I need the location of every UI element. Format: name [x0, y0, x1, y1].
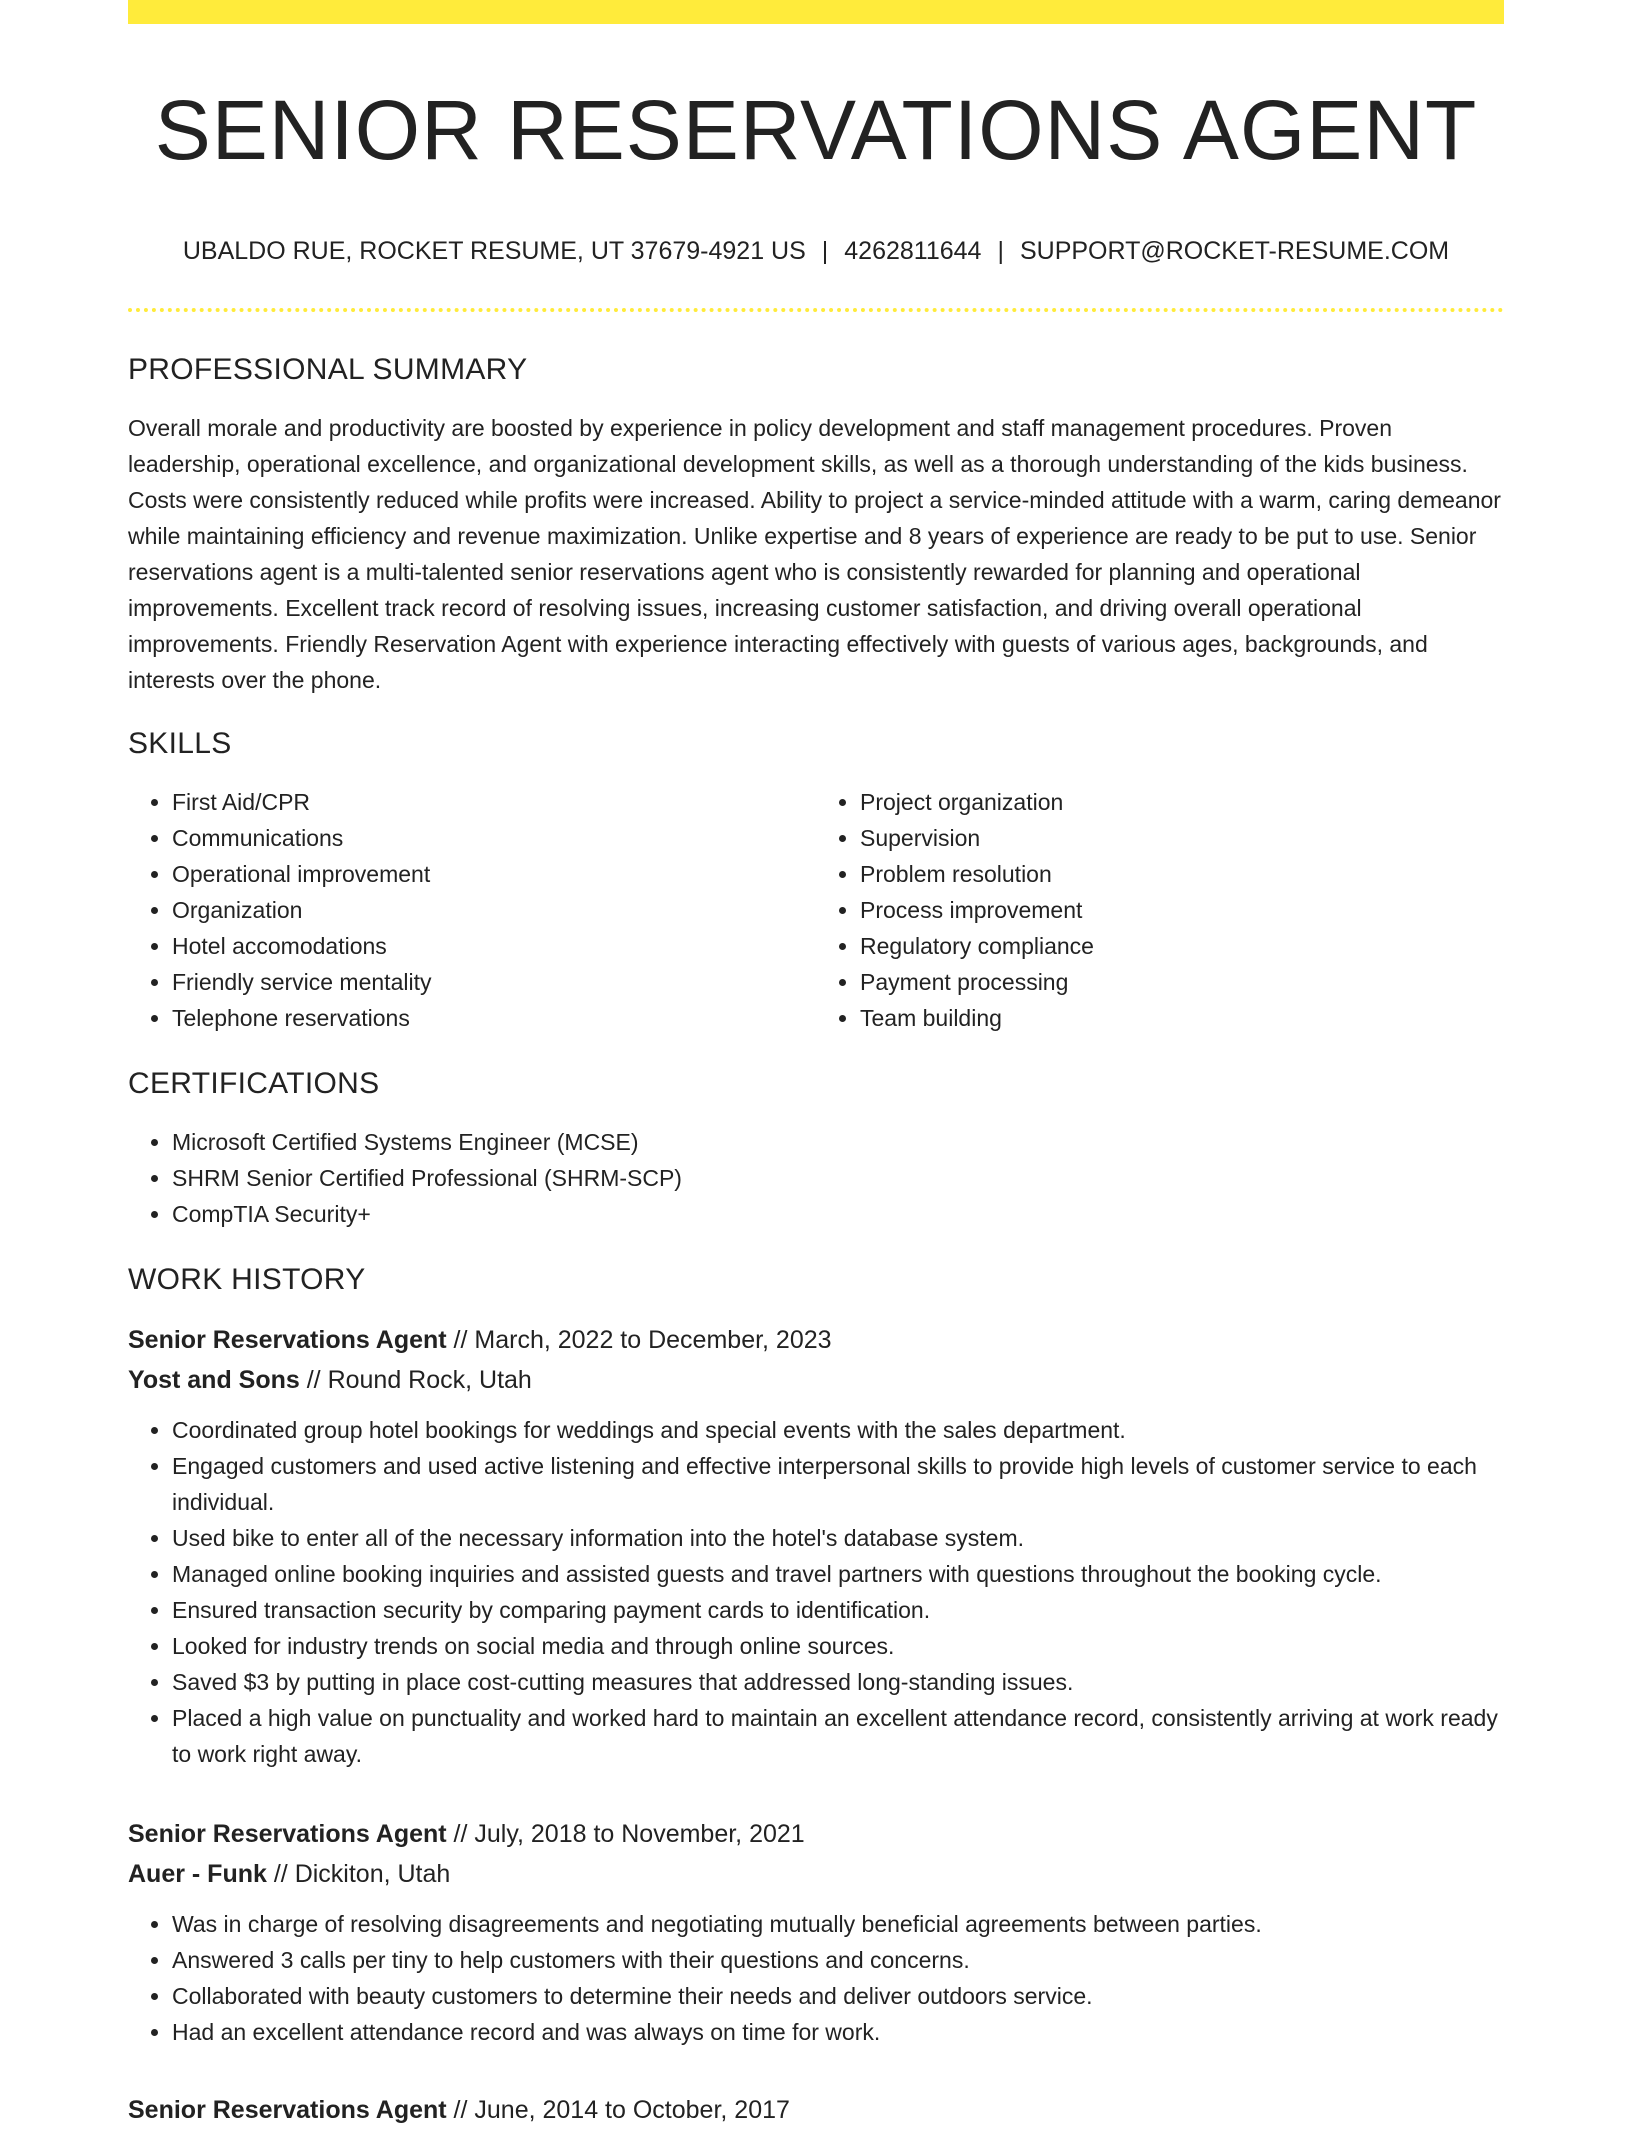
job-company: Yost and Sons — [128, 1366, 300, 1394]
job-dates: // July, 2018 to November, 2021 — [446, 1820, 805, 1848]
list-item: • Team building — [860, 1000, 1504, 1036]
job-company: Auer - Funk — [128, 1860, 267, 1888]
list-item: • Friendly service mentality — [172, 964, 816, 1000]
list-item: • CompTIA Security+ — [172, 1196, 1504, 1232]
list-item: • Regulatory compliance — [860, 928, 1504, 964]
list-item: • First Aid/CPR — [172, 784, 816, 820]
list-item: • Telephone reservations — [172, 1000, 816, 1036]
list-item: • Answered 3 calls per tiny to help customers with their questions and concerns. — [172, 1942, 1504, 1978]
list-item: • Hotel accomodations — [172, 928, 816, 964]
job-role: Senior Reservations Agent — [128, 2096, 447, 2124]
job-dates: // June, 2014 to October, 2017 — [446, 2096, 790, 2124]
list-item: • Supervision — [860, 820, 1504, 856]
list-item: • Payment processing — [860, 964, 1504, 1000]
contact-line — [128, 236, 1504, 266]
list-item: • Engaged customers and used active listening and effective interpersonal skills to provide high levels of customer service to each individual. — [172, 1448, 1504, 1520]
certifications-heading: CERTIFICATIONS — [128, 1067, 380, 1100]
summary-text: Overall morale and productivity are boosted by experience in policy development and staff management procedures. Proven leadership, operational excellence, and organizational development skills, as well as a thorough understanding of the kids business. Costs were consistently reduced while profits were increased. Ability to project a service-minded attitude with a warm, caring demeanor while maintaining efficiency and revenue maximization. Unlike expertise and 8 years of experience are ready to be put to use. Senior reservations agent is a multi-talented senior reservations agent who is consistently rewarded for planning and operational improvements. Excellent track record of resolving issues, increasing customer satisfaction, and driving overall operational improvements. Friendly Reservation Agent with experience interacting effectively with guests of various ages, backgrounds, and interests over the phone. — [128, 415, 1501, 693]
job-company-line — [128, 1854, 1504, 1894]
job-role: Senior Reservations Agent — [128, 1820, 447, 1848]
list-item: • Microsoft Certified Systems Engineer (MCSE) — [172, 1124, 1504, 1160]
job-dates: // March, 2022 to December, 2023 — [446, 1326, 832, 1354]
list-item: • SHRM Senior Certified Professional (SHRM-SCP) — [172, 1160, 1504, 1196]
job-title-line — [128, 2090, 1504, 2130]
list-item: • Used bike to enter all of the necessary information into the hotel's database system. — [172, 1520, 1504, 1556]
list-item: • Organization — [172, 892, 816, 928]
list-item: • Was in charge of resolving disagreements and negotiating mutually beneficial agreements between parties. — [172, 1906, 1504, 1942]
list-item: • Managed online booking inquiries and assisted guests and travel partners with questions throughout the booking cycle. — [172, 1556, 1504, 1592]
job-location: // Dickiton, Utah — [266, 1860, 451, 1888]
job-entry — [128, 1320, 1504, 1772]
skills-columns — [128, 784, 1504, 1036]
list-item: • Saved $3 by putting in place cost-cutting measures that addressed long-standing issues. — [172, 1664, 1504, 1700]
job-entry-partial — [128, 2090, 1504, 2130]
list-item: • Process improvement — [860, 892, 1504, 928]
job-company-line — [128, 1360, 1504, 1400]
job-bullets — [128, 1412, 1504, 1772]
job-bullets — [128, 1906, 1504, 2050]
list-item: • Placed a high value on punctuality and worked hard to maintain an excellent attendance record, consistently arriving at work ready to work right away. — [172, 1700, 1504, 1772]
contact-separator: | — [997, 237, 1004, 265]
summary-heading: PROFESSIONAL SUMMARY — [128, 353, 528, 386]
top-accent-bar — [128, 0, 1504, 24]
job-title-line — [128, 1814, 1504, 1854]
list-item: • Ensured transaction security by comparing payment cards to identification. — [172, 1592, 1504, 1628]
job-location: // Round Rock, Utah — [299, 1366, 532, 1394]
list-item: • Problem resolution — [860, 856, 1504, 892]
skills-heading: SKILLS — [128, 727, 232, 760]
contact-separator: | — [821, 237, 829, 265]
job-title-line — [128, 1320, 1504, 1360]
dotted-divider — [128, 308, 1504, 312]
contact-address: UBALDO RUE, ROCKET RESUME, UT 37679-4921 US — [182, 237, 806, 265]
resume-page — [128, 0, 1504, 2130]
contact-email: SUPPORT@ROCKET-RESUME.COM — [1019, 237, 1450, 265]
list-item: • Looked for industry trends on social media and through online sources. — [172, 1628, 1504, 1664]
list-item: • Collaborated with beauty customers to determine their needs and deliver outdoors service. — [172, 1978, 1504, 2014]
list-item: • Coordinated group hotel bookings for weddings and special events with the sales department. — [172, 1412, 1504, 1448]
list-item: • Operational improvement — [172, 856, 816, 892]
skills-left-list — [128, 784, 816, 1036]
list-item: • Communications — [172, 820, 816, 856]
resume-title: SENIOR RESERVATIONS AGENT — [154, 83, 1478, 177]
contact-phone: 4262811644 — [844, 237, 982, 265]
certifications-list — [128, 1124, 1504, 1232]
list-item: • Project organization — [860, 784, 1504, 820]
work-history-heading: WORK HISTORY — [128, 1263, 366, 1296]
job-entry — [128, 1814, 1504, 2050]
list-item: • Had an excellent attendance record and was always on time for work. — [172, 2014, 1504, 2050]
skills-right-list — [816, 784, 1504, 1036]
job-role: Senior Reservations Agent — [128, 1326, 447, 1354]
